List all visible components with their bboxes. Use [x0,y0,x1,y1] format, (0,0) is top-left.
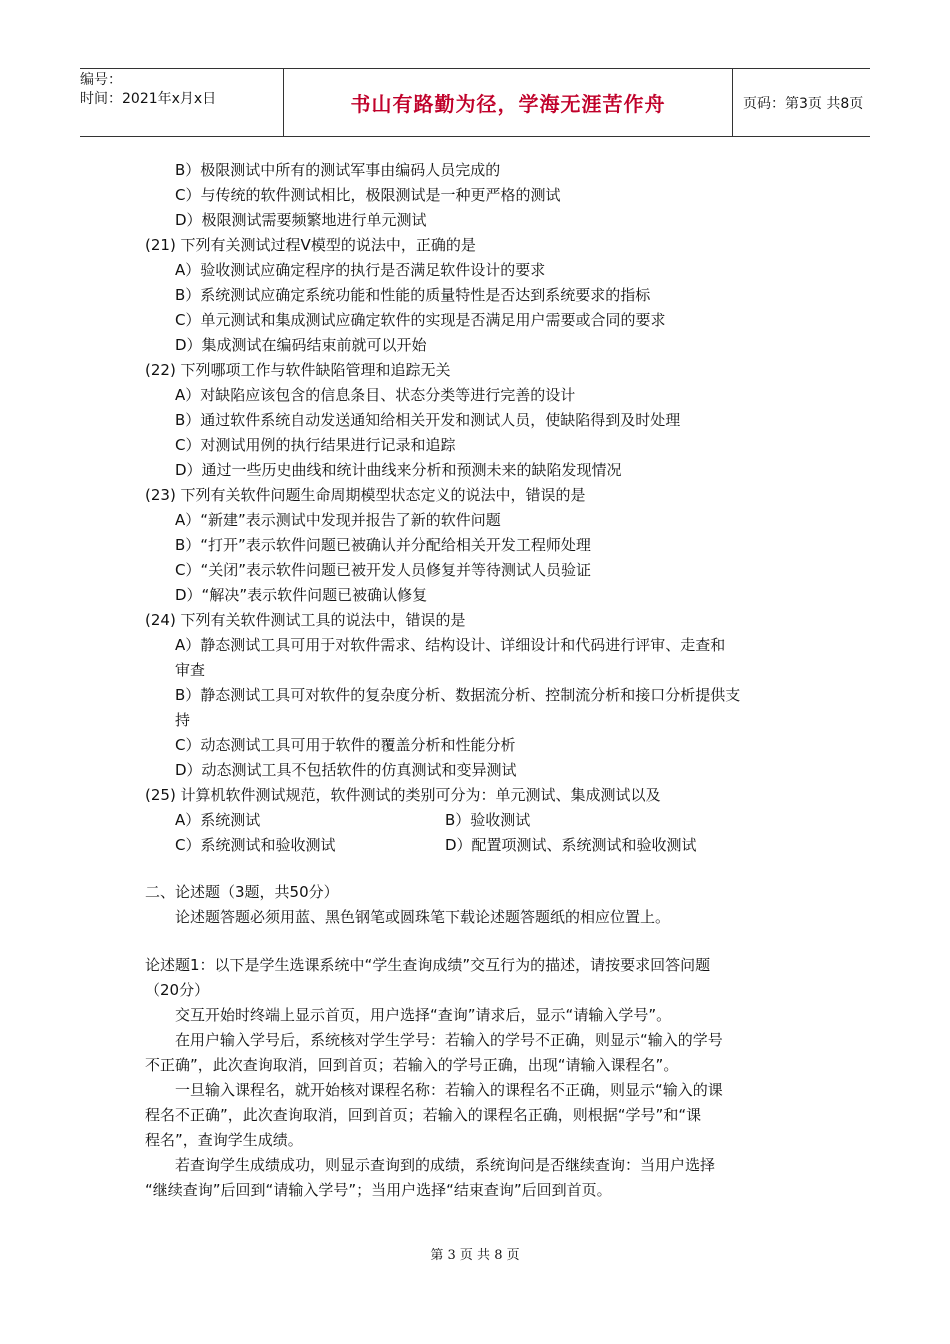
header-code-label: 编号： [80,72,122,88]
page-header [80,68,870,137]
essay1-paragraph1: 交互开始时终端上显示首页，用户选择“查询”请求后，显示“请输入学号”。 [175,1006,672,1024]
section2-note: 论述题答题必须用蓝、黑色钢笔或圆珠笔下载论述题答题纸的相应位置上。 [175,908,671,926]
q25-option-a: A）系统测试 [175,811,261,829]
q21-stem: (21) 下列有关测试过程V模型的说法中，正确的是 [145,236,476,254]
q20-option-b: B）极限测试中所有的测试军事由编码人员完成的 [175,161,501,179]
q20-option-d: D）极限测试需要频繁地进行单元测试 [175,211,427,229]
q20-option-c: C）与传统的软件测试相比，极限测试是一种更严格的测试 [175,186,561,204]
essay1-title-line2: （20分） [145,981,210,999]
q25-option-d: D）配置项测试、系统测试和验收测试 [445,836,697,854]
q24-option-d: D）动态测试工具不包括软件的仿真测试和变异测试 [175,761,517,779]
essay1-paragraph3-line2: 程名不正确”，此次查询取消，回到首页；若输入的课程名正确，则根据“学号”和“课 [145,1106,702,1124]
essay1-paragraph4-line2: “继续查询”后回到“请输入学号”；当用户选择“结束查询”后回到首页。 [145,1181,612,1199]
header-page-label: 页码：第3页 共8页 [743,95,864,112]
q22-option-c: C）对测试用例的执行结果进行记录和追踪 [175,436,456,454]
essay1-paragraph2-line1: 在用户输入学号后，系统核对学生学号：若输入的学号不正确，则显示“输入的学号 [175,1031,723,1049]
essay1-title-line1: 论述题1：以下是学生选课系统中“学生查询成绩”交互行为的描述，请按要求回答问题 [145,956,711,974]
q24-option-a-line1: A）静态测试工具可用于对软件需求、结构设计、详细设计和代码进行评审、走查和 [175,636,726,654]
essay1-paragraph2-line2: 不正确”，此次查询取消，回到首页；若输入的学号正确，出现“请输入课程名”。 [145,1056,679,1074]
essay1-paragraph4-line1: 若查询学生成绩成功，则显示查询到的成绩，系统询问是否继续查询：当用户选择 [175,1156,716,1174]
section2-title: 二、论述题（3题，共50分） [145,883,339,901]
essay1-paragraph3-line3: 程名”，查询学生成绩。 [145,1131,303,1149]
q24-stem: (24) 下列有关软件测试工具的说法中，错误的是 [145,611,466,629]
header-left-cell [80,69,283,136]
q21-option-c: C）单元测试和集成测试应确定软件的实现是否满足用户需要或合同的要求 [175,311,666,329]
q23-option-d: D）“解决”表示软件问题已被确认修复 [175,586,428,604]
q23-option-b: B）“打开”表示软件问题已被确认并分配给相关开发工程师处理 [175,536,591,554]
q24-option-b-line1: B）静态测试工具可对软件的复杂度分析、数据流分析、控制流分析和接口分析提供支 [175,686,741,704]
header-motto: 书山有路勤为径，学海无涯苦作舟 [350,92,666,116]
q24-option-a-line2: 审查 [175,661,206,679]
q23-stem: (23) 下列有关软件问题生命周期模型状态定义的说法中，错误的是 [145,486,586,504]
q22-stem: (22) 下列哪项工作与软件缺陷管理和追踪无关 [145,361,451,379]
q21-option-b: B）系统测试应确定系统功能和性能的质量特性是否达到系统要求的指标 [175,286,651,304]
q25-option-b: B）验收测试 [445,811,531,829]
header-time-label: 时间：2021年x月x日 [80,91,217,107]
header-page-cell [733,69,870,136]
q24-option-c: C）动态测试工具可用于软件的覆盖分析和性能分析 [175,736,516,754]
page-footer: 第 3 页 共 8 页 [430,1248,520,1263]
q25-stem: (25) 计算机软件测试规范，软件测试的类别可分为：单元测试、集成测试以及 [145,786,661,804]
essay1-paragraph3-line1: 一旦输入课程名，就开始核对课程名称：若输入的课程名不正确，则显示“输入的课 [175,1081,723,1099]
q21-option-a: A）验收测试应确定程序的执行是否满足软件设计的要求 [175,261,546,279]
q22-option-a: A）对缺陷应该包含的信息条目、状态分类等进行完善的设计 [175,386,576,404]
q22-option-b: B）通过软件系统自动发送通知给相关开发和测试人员，使缺陷得到及时处理 [175,411,681,429]
q21-option-d: D）集成测试在编码结束前就可以开始 [175,336,427,354]
q24-option-b-line2: 持 [175,711,191,729]
header-motto-cell [283,69,733,136]
q23-option-c: C）“关闭”表示软件问题已被开发人员修复并等待测试人员验证 [175,561,592,579]
q22-option-d: D）通过一些历史曲线和统计曲线来分析和预测未来的缺陷发现情况 [175,461,622,479]
q23-option-a: A）“新建”表示测试中发现并报告了新的软件问题 [175,511,501,529]
q25-option-c: C）系统测试和验收测试 [175,836,336,854]
